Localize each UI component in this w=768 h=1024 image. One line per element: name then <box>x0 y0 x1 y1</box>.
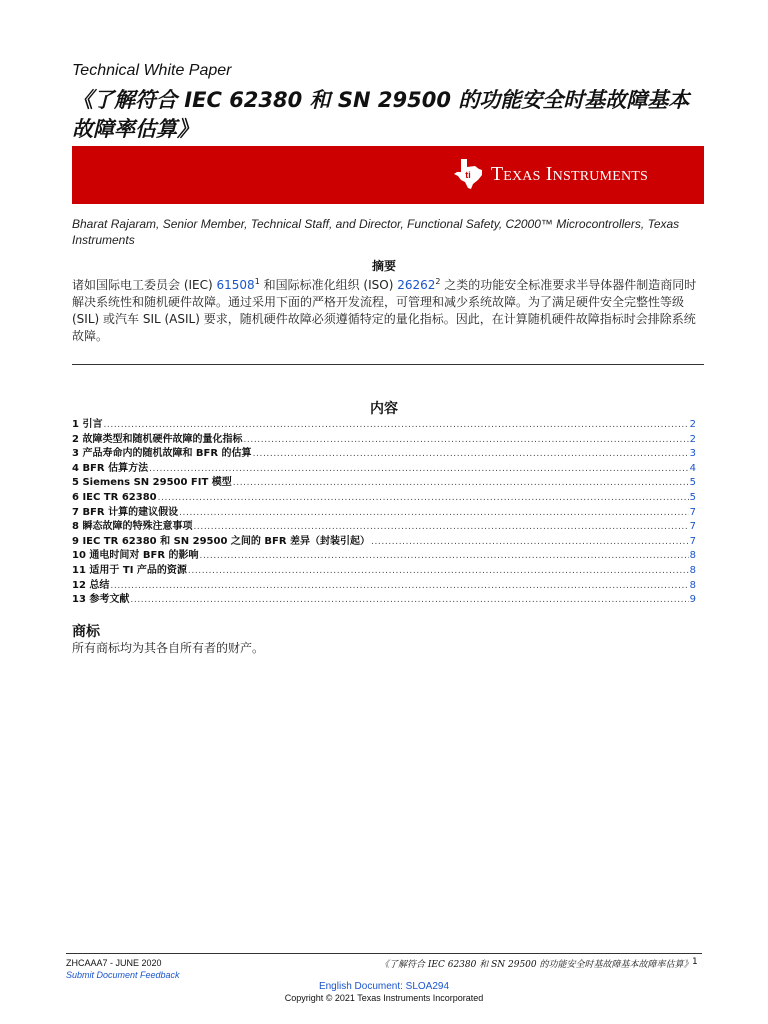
toc-entry[interactable] <box>72 476 696 491</box>
toc-page-link[interactable]: 2 <box>689 419 696 430</box>
toc-entry[interactable] <box>72 549 696 564</box>
toc-page-link[interactable]: 9 <box>689 594 696 606</box>
toc-entry[interactable] <box>72 462 696 477</box>
toc-page-link[interactable]: 8 <box>689 550 696 562</box>
toc-leader-dots <box>371 535 689 550</box>
footer-left <box>66 957 180 981</box>
toc-entry-label: 10 通电时间对 BFR 的影响 <box>72 550 199 562</box>
toc-entry[interactable] <box>72 535 696 550</box>
toc-entry[interactable] <box>72 491 696 506</box>
toc-leader-dots <box>188 564 689 579</box>
abstract-body <box>72 277 704 345</box>
copyright: Copyright © 2021 Texas Instruments Incorporated <box>284 993 484 1003</box>
toc-heading: 内容 <box>370 401 398 417</box>
toc-page-link[interactable]: 3 <box>689 448 696 460</box>
toc-page-link[interactable]: 5 <box>689 491 696 503</box>
toc-leader-dots <box>130 593 688 608</box>
toc-page-link[interactable]: 7 <box>689 506 696 518</box>
toc-leader-dots <box>243 433 688 448</box>
iso-26262-link[interactable]: 26262 <box>397 278 436 292</box>
iec-61508-link[interactable]: 61508 <box>216 278 255 292</box>
texas-state-icon <box>453 158 483 190</box>
toc-leader-dots <box>200 549 689 564</box>
feedback-link[interactable]: Submit Document Feedback <box>66 970 180 980</box>
toc-entry[interactable] <box>72 520 696 535</box>
toc-entry-label: 8 瞬态故障的特殊注意事项 <box>72 521 193 533</box>
toc-leader-dots <box>110 579 688 594</box>
english-document-link[interactable]: English Document: SLOA294 <box>318 981 450 992</box>
toc-entry-label: 1 引言 <box>72 419 103 430</box>
abstract-heading: 摘要 <box>371 259 396 273</box>
toc-entry-label: 6 IEC TR 62380 <box>72 491 157 503</box>
toc-entry-label: 11 适用于 TI 产品的资源 <box>72 564 187 576</box>
toc-leader-dots <box>179 506 689 521</box>
toc-entry-label: 4 BFR 估算方法 <box>72 462 149 474</box>
toc-page-link[interactable]: 8 <box>689 579 696 591</box>
toc-entry[interactable] <box>72 433 696 448</box>
toc-leader-dots <box>253 447 689 462</box>
toc-entry[interactable] <box>72 593 696 608</box>
abstract-text: 诸如国际电工委员会 (IEC) <box>72 278 217 292</box>
toc-page-link[interactable]: 2 <box>689 433 696 445</box>
doc-id: ZHCAAA7 - JUNE 2020 <box>66 958 162 968</box>
trademarks-heading: 商标 <box>72 624 100 640</box>
ti-wordmark: Texas Instruments <box>490 162 648 185</box>
toc-entry[interactable] <box>72 447 696 462</box>
toc-entry-label: 5 Siemens SN 29500 FIT 模型 <box>72 477 232 489</box>
toc-page-link[interactable]: 4 <box>689 462 696 474</box>
page-number: 1 <box>692 957 698 967</box>
toc-page-link[interactable]: 5 <box>689 477 696 489</box>
toc-entry[interactable] <box>72 579 696 594</box>
section-divider <box>72 364 704 365</box>
abstract-text: 之类的功能安全标准要求半导体器件制造商同时解决系统性和随机硬件故障。通过采用下面的严格开发流程，可管理和减少系统故障。为了满足硬件安全完整性等级 (SIL) 或汽车 SIL (ASIL) 要求，随机硬件故障必须遵循特定的量化指标。因此，在计算随机硬件故障指标时会排除系统故障。 <box>72 278 697 343</box>
brand-banner <box>72 146 704 204</box>
toc-entry-label: 2 故障类型和随机硬件故障的量化指标 <box>72 433 243 445</box>
toc-leader-dots <box>103 418 688 433</box>
trademarks-text: 所有商标均为其各自所有者的财产。 <box>72 641 265 655</box>
ti-logo[interactable] <box>453 158 648 190</box>
toc-leader-dots <box>233 476 689 491</box>
toc-page-link[interactable]: 7 <box>689 535 696 547</box>
document-title: 《了解符合 IEC 62380 和 SN 29500 的功能安全时基故障基本故障率估算》 <box>72 88 690 141</box>
toc-entry-label: 9 IEC TR 62380 和 SN 29500 之间的 BFR 差异（封装引起） <box>72 535 371 547</box>
abstract-text: 和国际标准化组织 (ISO) <box>259 278 398 292</box>
footnote-marker: 2 <box>435 277 441 286</box>
footer-title: 《了解符合 IEC 62380 和 SN 29500 的功能安全时基故障基本故障率估算》 <box>380 960 693 970</box>
toc-entry[interactable] <box>72 564 696 579</box>
toc-entry-label: 7 BFR 计算的建议假设 <box>72 506 179 518</box>
footer-divider <box>66 953 702 954</box>
table-of-contents <box>72 418 696 608</box>
toc-entry-label: 12 总结 <box>72 579 110 591</box>
toc-leader-dots <box>158 491 689 506</box>
footnote-marker: 1 <box>254 277 260 286</box>
toc-page-link[interactable]: 7 <box>689 521 696 533</box>
series-label: Technical White Paper <box>72 62 232 79</box>
toc-entry-label: 13 参考文献 <box>72 594 130 606</box>
toc-entry[interactable] <box>72 506 696 521</box>
toc-leader-dots <box>193 520 688 535</box>
toc-entry-label: 3 产品寿命内的随机故障和 BFR 的估算 <box>72 448 252 460</box>
author-line: Bharat Rajaram, Senior Member, Technical Staff, and Director, Functional Safety, C2000™ Microcontrollers, Texas Instruments <box>72 217 680 247</box>
toc-page-link[interactable]: 8 <box>689 564 696 576</box>
svg-text:ti: ti <box>465 170 471 180</box>
toc-leader-dots <box>149 462 689 477</box>
toc-entry[interactable] <box>72 418 696 433</box>
